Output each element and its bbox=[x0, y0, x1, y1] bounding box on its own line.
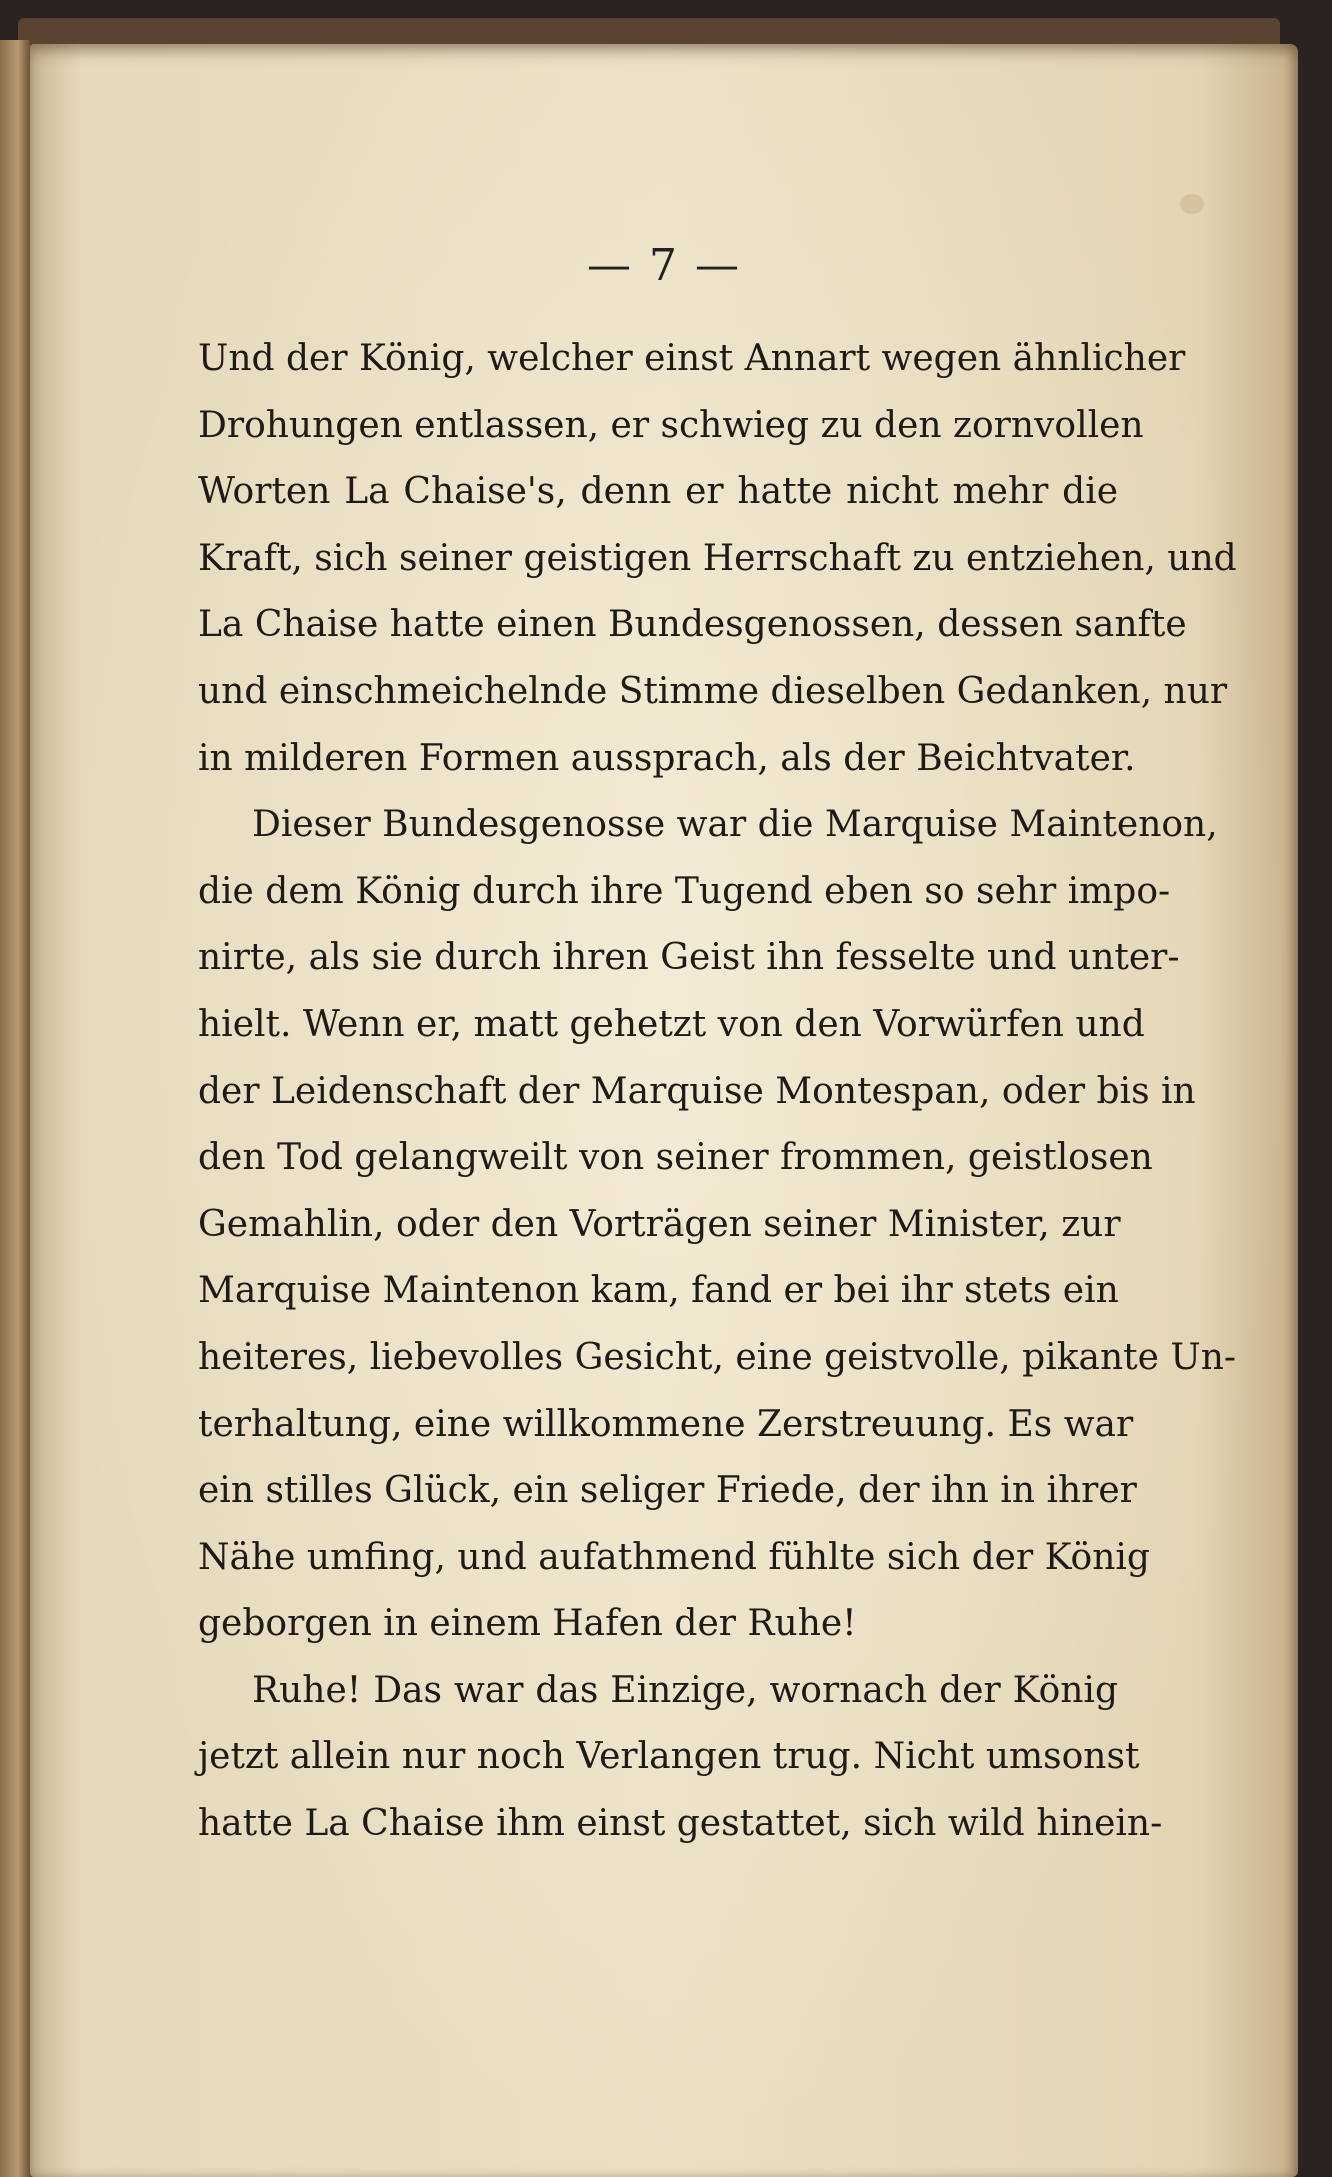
text-line: Marquise Maintenon kam, fand er bei ihr stets ein bbox=[198, 1270, 1119, 1312]
text-line: den Tod gelangweilt von seiner frommen, geistlosen bbox=[198, 1137, 1153, 1179]
body-text bbox=[198, 326, 1237, 1858]
text-line: Worten La Chaise's, denn er hatte nicht mehr die bbox=[198, 471, 1118, 513]
text-line: geborgen in einem Hafen der Ruhe! bbox=[198, 1603, 857, 1645]
page-number: — 7 — bbox=[587, 240, 741, 291]
text-line: in milderen Formen aussprach, als der Beichtvater. bbox=[198, 737, 1136, 779]
text-line: und einschmeichelnde Stimme dieselben Gedanken, nur bbox=[198, 670, 1228, 712]
book-page bbox=[30, 44, 1298, 2177]
text-line: jetzt allein nur noch Verlangen trug. Nicht umsonst bbox=[198, 1736, 1140, 1778]
text-line: die dem König durch ihre Tugend eben so sehr impo- bbox=[198, 870, 1171, 912]
paper-stain bbox=[1180, 194, 1204, 214]
text-line: hatte La Chaise ihm einst gestattet, sich wild hinein- bbox=[198, 1803, 1163, 1845]
text-line: La Chaise hatte einen Bundesgenossen, dessen sanfte bbox=[198, 604, 1187, 646]
text-line: nirte, als sie durch ihren Geist ihn fesselte und unter- bbox=[198, 937, 1180, 979]
text-line: ein stilles Glück, ein seliger Friede, der ihn in ihrer bbox=[198, 1470, 1137, 1512]
text-line: Dieser Bundesgenosse war die Marquise Maintenon, bbox=[252, 804, 1218, 846]
text-line: Kraft, sich seiner geistigen Herrschaft zu entziehen, und bbox=[198, 537, 1237, 579]
text-line: heiteres, liebevolles Gesicht, eine geistvolle, pikante Un- bbox=[198, 1336, 1237, 1378]
text-line: Gemahlin, oder den Vorträgen seiner Minister, zur bbox=[198, 1203, 1121, 1245]
text-line: Drohungen entlassen, er schwieg zu den zornvollen bbox=[198, 404, 1144, 446]
text-line: Ruhe! Das war das Einzige, wornach der König bbox=[252, 1669, 1118, 1711]
text-line: terhaltung, eine willkommene Zerstreuung. Es war bbox=[198, 1403, 1134, 1445]
left-page-edge bbox=[0, 40, 30, 2177]
text-line: Nähe umfing, und aufathmend fühlte sich der König bbox=[198, 1536, 1150, 1578]
text-line: der Leidenschaft der Marquise Montespan, oder bis in bbox=[198, 1070, 1196, 1112]
text-line: hielt. Wenn er, matt gehetzt von den Vorwürfen und bbox=[198, 1003, 1145, 1045]
text-line: Und der König, welcher einst Annart wegen ähnlicher bbox=[198, 338, 1186, 379]
